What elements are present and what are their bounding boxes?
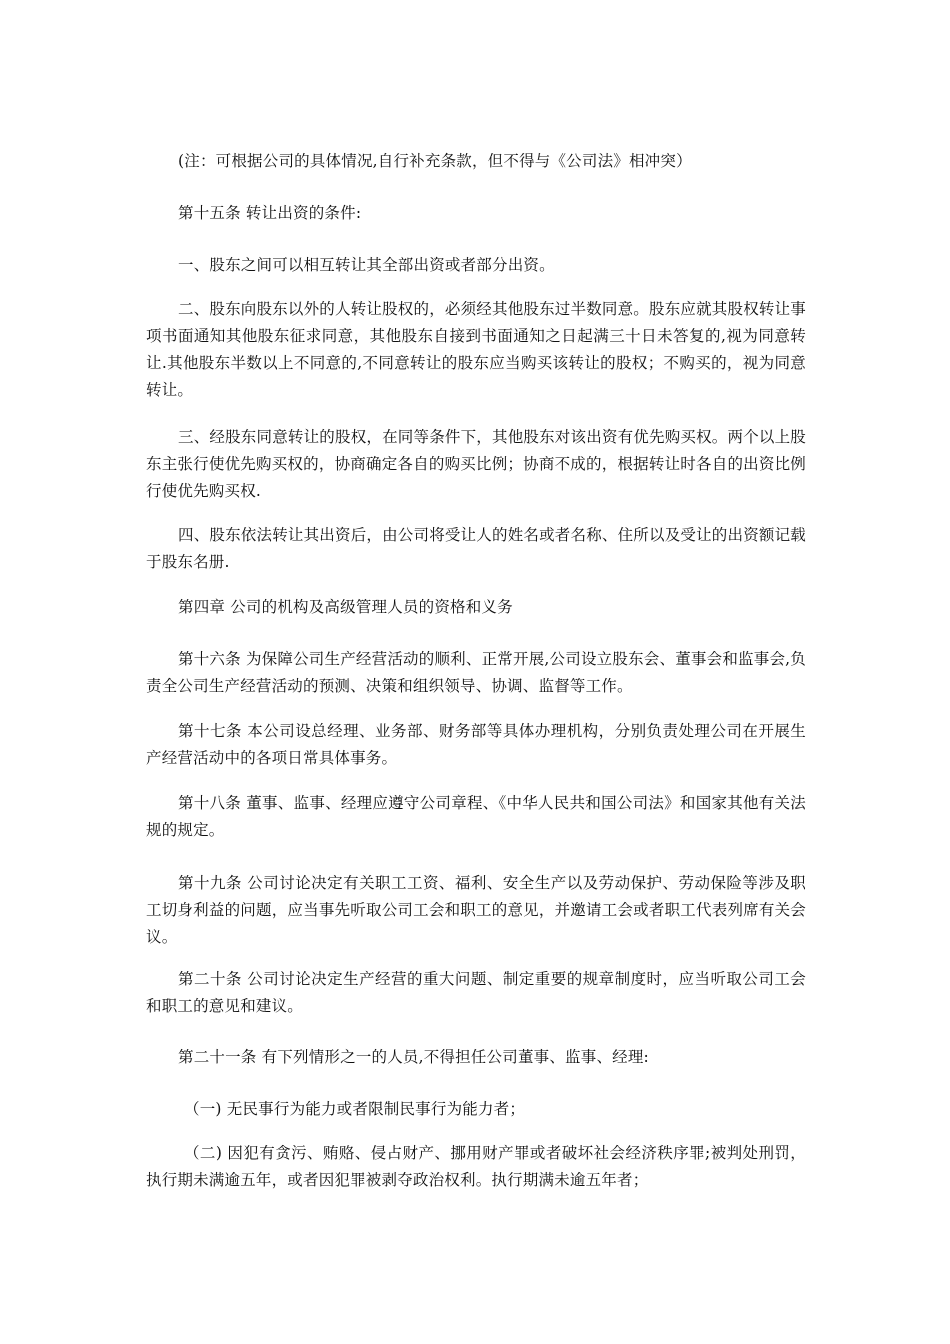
article-16: 第十六条 为保障公司生产经营活动的顺利、正常开展,公司设立股东会、董事会和监事会,负责全公司生产经营活动的预测、决策和组织领导、协调、监督等工作。: [146, 650, 806, 695]
article-18: 第十八条 董事、监事、经理应遵守公司章程、《中华人民共和国公司法》和国家其他有关法规的规定。: [146, 794, 806, 839]
article-19: 第十九条 公司讨论决定有关职工工资、福利、安全生产以及劳动保护、劳动保险等涉及职工切身利益的问题，应当事先听取公司工会和职工的意见，并邀请工会或者职工代表列席有关会议。: [146, 874, 806, 946]
article-21-item-2: （二) 因犯有贪污、贿赂、侵占财产、挪用财产罪或者破坏社会经济秩序罪;被判处刑罚，执行期未满逾五年，或者因犯罪被剥夺政治权利。执行期满未逾五年者；: [146, 1144, 806, 1189]
article-17: 第十七条 本公司设总经理、业务部、财务部等具体办理机构，分别负责处理公司在开展生产经营活动中的各项日常具体事务。: [146, 722, 806, 767]
article-15-item-4: 四、股东依法转让其出资后，由公司将受让人的姓名或者名称、住所以及受让的出资额记载于股东名册.: [146, 526, 807, 571]
note-paragraph: (注：可根据公司的具体情况,自行补充条款，但不得与《公司法》相冲突）: [178, 152, 692, 170]
article-15-item-2: 二、股东向股东以外的人转让股权的，必须经其他股东过半数同意。股东应就其股权转让事项书面通知其他股东征求同意，其他股东自接到书面通知之日起满三十日未答复的,视为同意转让.其他股东半数以上不同意的,不同意转让的股东应当购买该转让的股权；不购买的，视为同意转让。: [146, 300, 807, 399]
article-15-item-1: 一、股东之间可以相互转让其全部出资或者部分出资。: [178, 256, 555, 274]
article-21-item-1: （一) 无民事行为能力或者限制民事行为能力者；: [184, 1100, 526, 1118]
article-20: 第二十条 公司讨论决定生产经营的重大问题、制定重要的规章制度时，应当听取公司工会和职工的意见和建议。: [146, 970, 806, 1015]
article-15-heading: 第十五条 转让出资的条件:: [178, 204, 362, 222]
article-21-heading: 第二十一条 有下列情形之一的人员,不得担任公司董事、监事、经理:: [178, 1048, 649, 1066]
article-15-item-3: 三、经股东同意转让的股权，在同等条件下，其他股东对该出资有优先购买权。两个以上股东主张行使优先购买权的，协商确定各自的购买比例；协商不成的，根据转让时各自的出资比例行使优先购买权.: [146, 428, 807, 500]
chapter-4-heading: 第四章 公司的机构及高级管理人员的资格和义务: [178, 598, 513, 616]
